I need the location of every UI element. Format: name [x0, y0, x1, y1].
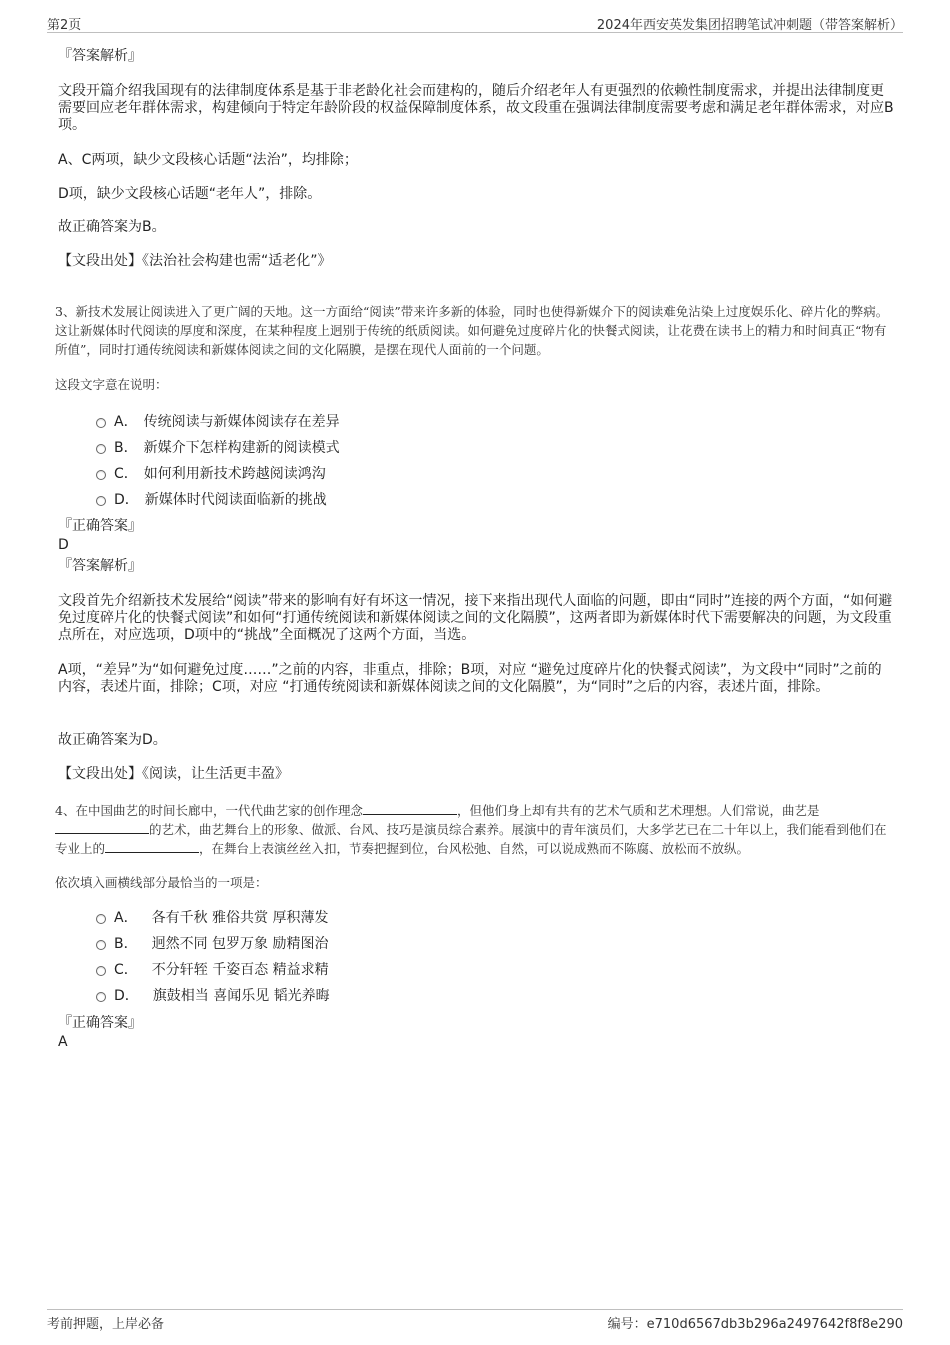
analysis-label: 『答案解析』: [58, 48, 142, 64]
option-text: 如何利用新技术跨越阅读鸿沟: [143, 466, 326, 482]
question-prompt: 这段文字意在说明：: [55, 377, 168, 392]
question-prompt: 依次填入画横线部分最恰当的一项是：: [55, 875, 268, 890]
option-key: A．: [114, 910, 138, 926]
option-c[interactable]: [96, 962, 329, 979]
option-key: D．: [114, 492, 139, 508]
radio-button[interactable]: [96, 444, 106, 454]
option-key: B．: [114, 440, 138, 456]
option-text: 新媒介下怎样构建新的阅读模式: [143, 440, 340, 456]
option-key: C．: [114, 962, 138, 978]
option-a[interactable]: [96, 910, 328, 927]
document-id: 编号：e710d6567db3b296a2497642f8f8e290: [607, 1317, 903, 1332]
blank-line: [363, 802, 457, 815]
option-text: 旗鼓相当 喜闻乐见 韬光养晦: [152, 988, 330, 1004]
blank-line: [105, 840, 199, 853]
stem-text: ，但他们身上却有共有的艺术气质和艺术理想。人们常说，曲艺是: [456, 803, 820, 818]
footer-divider: [47, 1309, 903, 1310]
source-text: 【文段出处】《阅读，让生活更丰盈》: [58, 766, 289, 782]
question-stem: 3、新技术发展让阅读进入了更广阔的天地。这一方面给“阅读”带来许多新的体验，同时也使得新媒介下的阅读难免沾染上过度娱乐化、碎片化的弊病。这让新媒体时代阅读的厚度和深度，在某种程度上迥别于传统的纸质阅读。如何避免过度碎片化的快餐式阅读，让花费在读书上的精力和时间真正“物有所值”，同时打通传统阅读和新媒体阅读之间的文化隔膜，是摆在现代人面前的一个问题。: [55, 304, 889, 357]
option-key: B．: [114, 936, 138, 952]
analysis-note: A项，“差异”为“如何避免过度……”之前的内容，非重点，排除；B项，对应 “避免过度碎片化的快餐式阅读”，为文段中“同时”之前的内容，表述片面，排除；C项，对应 “打通传统阅读和新媒体阅读之间的文化隔膜”，为“同时”之后的内容，表述片面，排除。: [58, 662, 882, 695]
radio-button[interactable]: [96, 470, 106, 480]
page-header: [47, 14, 903, 32]
page-footer: [47, 1313, 903, 1331]
correct-answer: A: [58, 1034, 68, 1050]
analysis-text: 文段首先介绍新技术发展给“阅读”带来的影响有好有坏这一情况，接下来指出现代人面临的问题，即由“同时”连接的两个方面，“如何避免过度碎片化的快餐式阅读”和如何“打通传统阅读和新媒体阅读之间的文化隔膜”，这两者即为新媒体时代下需要解决的问题，为文段重点所在，对应选项，D项中的“挑战”全面概况了这两个方面，当选。: [58, 593, 893, 643]
stem-text: ，在舞台上表演丝丝入扣，节奏把握到位，台风松弛、自然，可以说成熟而不陈腐、放松而不放纵。: [199, 841, 750, 856]
correct-answer-label: 『正确答案』: [58, 1015, 142, 1031]
stem-text: 4、在中国曲艺的时间长廊中，一代代曲艺家的创作理念: [55, 803, 363, 818]
document-title: 2024年西安英发集团招聘笔试冲刺题（带答案解析）: [596, 18, 903, 33]
conclusion-text: 故正确答案为D。: [58, 732, 167, 748]
radio-button[interactable]: [96, 992, 106, 1002]
header-divider: [47, 32, 903, 33]
analysis-note: A、C两项，缺少文段核心话题“法治”，均排除；: [58, 152, 358, 168]
option-text: 传统阅读与新媒体阅读存在差异: [143, 414, 340, 430]
option-text: 迥然不同 包罗万象 励精图治: [151, 936, 329, 952]
page-number: 第2页: [47, 18, 82, 33]
option-key: A．: [114, 414, 138, 430]
stem-text: 的艺术，曲艺舞台上的形象、做派、台风、技巧是演员综合素养。展演中的青年演员们，大多学艺已在二十年以上，我们能看到他们在专业上的: [55, 822, 887, 856]
radio-button[interactable]: [96, 966, 106, 976]
option-text: 新媒体时代阅读面临新的挑战: [144, 492, 327, 508]
option-a[interactable]: [96, 414, 340, 431]
option-key: C．: [114, 466, 138, 482]
conclusion-text: 故正确答案为B。: [58, 219, 166, 235]
analysis-text: 文段开篇介绍我国现有的法律制度体系是基于非老龄化社会而建构的，随后介绍老年人有更强烈的依赖性制度需求，并提出法律制度更需要回应老年群体需求，构建倾向于特定年龄阶段的权益保障制度体系，故文段重在强调法律制度需要考虑和满足老年群体需求，对应B项。: [58, 83, 894, 133]
analysis-note: D项，缺少文段核心话题“老年人”，排除。: [58, 186, 322, 202]
correct-answer-label: 『正确答案』: [58, 518, 142, 534]
option-b[interactable]: [96, 936, 329, 953]
option-d[interactable]: [96, 988, 330, 1005]
correct-answer: D: [58, 537, 69, 553]
option-b[interactable]: [96, 440, 340, 457]
question-stem: [55, 801, 895, 858]
blank-line: [55, 821, 149, 834]
option-key: D．: [114, 988, 139, 1004]
radio-button[interactable]: [96, 914, 106, 924]
footer-slogan: 考前押题，上岸必备: [47, 1317, 165, 1332]
option-d[interactable]: [96, 492, 327, 509]
radio-button[interactable]: [96, 418, 106, 428]
radio-button[interactable]: [96, 940, 106, 950]
option-text: 不分轩轾 千姿百态 精益求精: [151, 962, 329, 978]
analysis-label: 『答案解析』: [58, 558, 142, 574]
option-c[interactable]: [96, 466, 326, 483]
source-text: 【文段出处】《法治社会构建也需“适老化”》: [58, 253, 332, 269]
radio-button[interactable]: [96, 496, 106, 506]
option-text: 各有千秋 雅俗共赏 厚积薄发: [151, 910, 329, 926]
